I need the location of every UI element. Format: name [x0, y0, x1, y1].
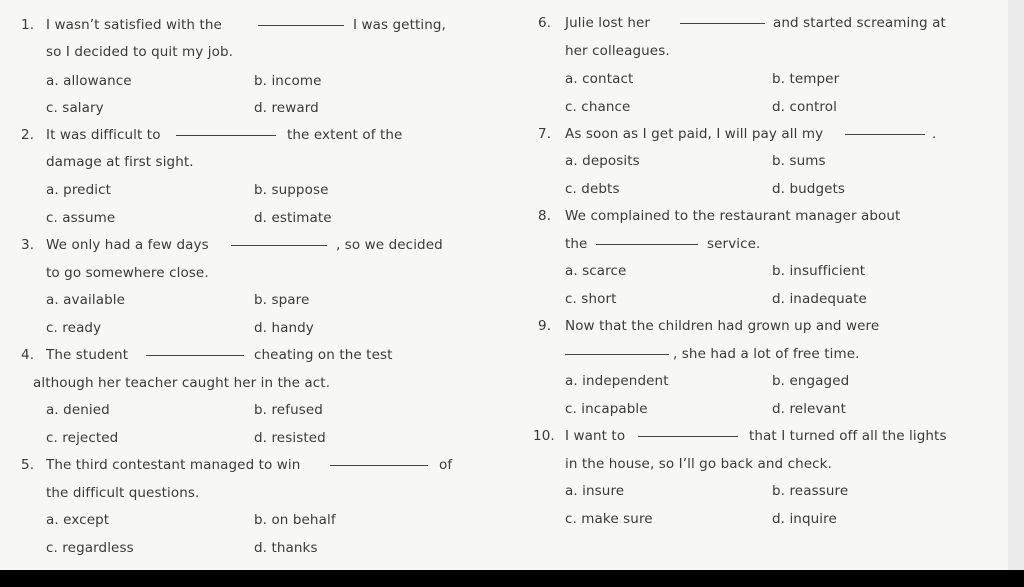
- question-number: 10.: [533, 428, 555, 444]
- option-b[interactable]: b. insufficient: [772, 263, 866, 279]
- option-a[interactable]: a. scarce: [565, 263, 627, 279]
- question-number: 5.: [21, 457, 35, 473]
- option-a[interactable]: a. insure: [565, 483, 625, 499]
- option-c[interactable]: c. debts: [565, 181, 620, 197]
- option-d[interactable]: d. thanks: [254, 540, 318, 556]
- option-b[interactable]: b. on behalf: [254, 512, 336, 528]
- option-c[interactable]: c. chance: [565, 99, 631, 115]
- question-text: her colleagues.: [565, 43, 670, 59]
- option-c[interactable]: c. short: [565, 291, 617, 307]
- option-a[interactable]: a. deposits: [565, 153, 640, 169]
- question-number: 1.: [21, 17, 35, 33]
- option-a[interactable]: a. allowance: [46, 73, 132, 89]
- option-a[interactable]: a. available: [46, 292, 125, 308]
- answer-blank[interactable]: [231, 237, 327, 253]
- page-edge: [1008, 0, 1024, 570]
- question-number: 7.: [538, 126, 552, 142]
- question-text: I wasn’t satisfied with the: [46, 17, 222, 33]
- option-d[interactable]: d. estimate: [254, 210, 332, 226]
- answer-blank[interactable]: [258, 17, 344, 33]
- option-c[interactable]: c. regardless: [46, 540, 134, 556]
- option-d[interactable]: d. inquire: [772, 511, 837, 527]
- question-text: , so we decided: [336, 237, 443, 253]
- question-text: It was difficult to: [46, 127, 161, 143]
- option-b[interactable]: b. income: [254, 73, 322, 89]
- option-a[interactable]: a. predict: [46, 182, 112, 198]
- answer-blank[interactable]: [146, 347, 244, 363]
- option-a[interactable]: a. independent: [565, 373, 669, 389]
- question-number: 2.: [21, 127, 35, 143]
- option-d[interactable]: d. reward: [254, 100, 319, 116]
- question-text: We only had a few days: [46, 237, 209, 253]
- question-text: I was getting,: [353, 17, 446, 33]
- answer-blank[interactable]: [845, 126, 925, 142]
- answer-blank[interactable]: [638, 428, 738, 444]
- question-text: Now that the children had grown up and were: [565, 318, 880, 334]
- question-text: service.: [707, 236, 761, 252]
- option-d[interactable]: d. relevant: [772, 401, 846, 417]
- option-b[interactable]: b. suppose: [254, 182, 329, 198]
- question-text: The third contestant managed to win: [46, 457, 301, 473]
- question-text: in the house, so I’ll go back and check.: [565, 456, 832, 472]
- option-a[interactable]: a. contact: [565, 71, 634, 87]
- option-b[interactable]: b. reassure: [772, 483, 849, 499]
- question-text: the extent of the: [287, 127, 403, 143]
- question-number: 4.: [21, 347, 35, 363]
- option-c[interactable]: c. rejected: [46, 430, 119, 446]
- option-b[interactable]: b. refused: [254, 402, 323, 418]
- question-number: 8.: [538, 208, 552, 224]
- option-b[interactable]: b. temper: [772, 71, 840, 87]
- bottom-bar: [0, 570, 1024, 587]
- question-text: damage at first sight.: [46, 154, 194, 170]
- question-text: that I turned off all the lights: [749, 428, 947, 444]
- option-c[interactable]: c. make sure: [565, 511, 653, 527]
- option-b[interactable]: b. spare: [254, 292, 310, 308]
- question-text: of: [439, 457, 453, 473]
- answer-blank[interactable]: [596, 236, 698, 252]
- question-text: The student: [46, 347, 129, 363]
- question-text: the: [565, 236, 588, 252]
- answer-blank[interactable]: [565, 346, 669, 362]
- option-d[interactable]: d. inadequate: [772, 291, 867, 307]
- question-text: so I decided to quit my job.: [46, 44, 234, 60]
- option-c[interactable]: c. incapable: [565, 401, 648, 417]
- option-c[interactable]: c. salary: [46, 100, 104, 116]
- option-c[interactable]: c. assume: [46, 210, 116, 226]
- option-c[interactable]: c. ready: [46, 320, 102, 336]
- question-number: 9.: [538, 318, 552, 334]
- question-text: As soon as I get paid, I will pay all my: [565, 126, 824, 142]
- question-number: 3.: [21, 237, 35, 253]
- question-text: the difficult questions.: [46, 485, 200, 501]
- question-text: We complained to the restaurant manager about: [565, 208, 901, 224]
- question-text: .: [932, 126, 937, 142]
- question-number: 6.: [538, 15, 552, 31]
- answer-blank[interactable]: [330, 457, 428, 473]
- question-text: , she had a lot of free time.: [673, 346, 860, 362]
- option-a[interactable]: a. denied: [46, 402, 110, 418]
- option-d[interactable]: d. budgets: [772, 181, 846, 197]
- option-a[interactable]: a. except: [46, 512, 110, 528]
- option-d[interactable]: d. handy: [254, 320, 314, 336]
- option-b[interactable]: b. engaged: [772, 373, 850, 389]
- answer-blank[interactable]: [176, 127, 276, 143]
- question-text: to go somewhere close.: [46, 265, 209, 281]
- option-d[interactable]: d. resisted: [254, 430, 326, 446]
- question-text: Julie lost her: [565, 15, 651, 31]
- question-text: I want to: [565, 428, 626, 444]
- option-d[interactable]: d. control: [772, 99, 837, 115]
- question-text: although her teacher caught her in the act.: [33, 375, 331, 391]
- option-b[interactable]: b. sums: [772, 153, 826, 169]
- question-text: cheating on the test: [254, 347, 393, 363]
- answer-blank[interactable]: [680, 15, 765, 31]
- question-text: and started screaming at: [773, 15, 946, 31]
